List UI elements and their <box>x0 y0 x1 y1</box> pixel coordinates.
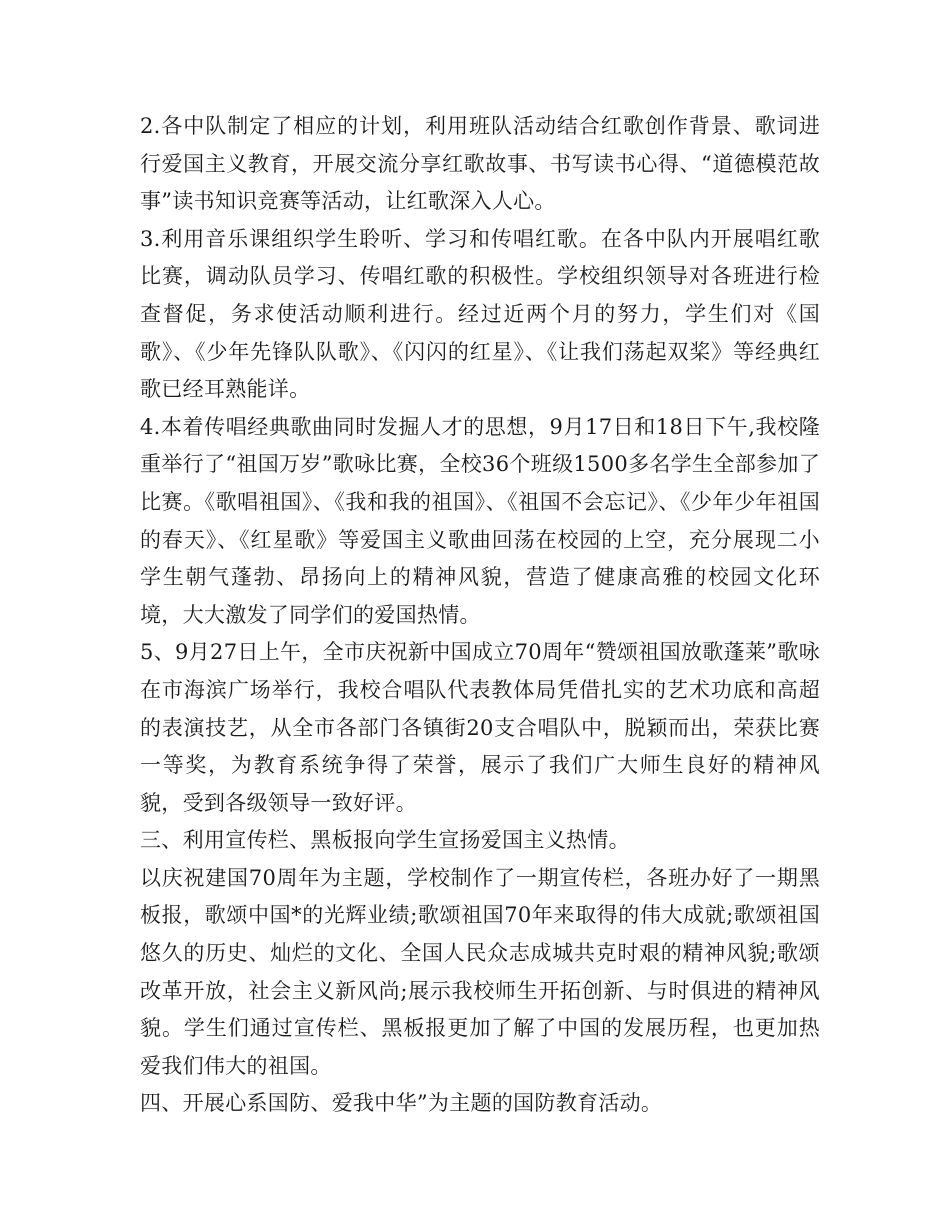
paragraph-item-3-music-class: 3.利用音乐课组织学生聆听、学习和传唱红歌。在各中队内开展唱红歌比赛，调动队员学习、传唱红歌的积极性。学校组织领导对各班进行检查督促，务求使活动顺利进行。经过近两个月的努力，学生们对《国歌》、《少年先锋队队歌》、《闪闪的红星》、《让我们荡起双桨》等经典红歌已经耳熟能详。 <box>140 226 820 402</box>
section-heading-three: 三、利用宣传栏、黑板报向学生宣扬爱国主义热情。 <box>140 828 630 853</box>
paragraph-item-2-planning: 2.各中队制定了相应的计划，利用班队活动结合红歌创作背景、歌词进行爱国主义教育，开展交流分享红歌故事、书写读书心得、“道德模范故事”读书知识竞赛等活动，让红歌深入人心。 <box>140 114 820 214</box>
paragraph-bulletin-boards: 以庆祝建国70周年为主题，学校制作了一期宣传栏，各班办好了一期黑板报，歌颂中国*的光辉业绩;歌颂祖国70年来取得的伟大成就;歌颂祖国悠久的历史、灿烂的文化、全国人民众志成城共克时艰的精神风貌;歌颂改革开放，社会主义新风尚;展示我校师生开拓创新、与时俱进的精神风貌。学生们通过宣传栏、黑板报更加了解了中国的发展历程，也更加热爱我们伟大的祖国。 <box>140 865 820 1078</box>
paragraph-item-4-singing-contest: 4.本着传唱经典歌曲同时发掘人才的思想，9月17日和18日下午,我校隆重举行了“祖国万岁”歌咏比赛，全校36个班级1500多名学生全部参加了比赛。《歌唱祖国》、《我和我的祖国》、《祖国不会忘记》、《少年少年祖国的春天》、《红星歌》等爱国主义歌曲回荡在校园的上空，充分展现二小学生朝气蓬勃、昂扬向上的精神风貌，营造了健康高雅的校园文化环境，大大激发了同学们的爱国热情。 <box>140 414 820 627</box>
document-body <box>140 108 820 1123</box>
section-heading-four: 四、开展心系国防、爱我中华”为主题的国防教育活动。 <box>140 1091 663 1116</box>
paragraph-item-5-city-chorus: 5、9月27日上午，全市庆祝新中国成立70周年“赞颂祖国放歌蓬莱”歌咏在市海滨广场举行，我校合唱队代表教体局凭借扎实的艺术功底和高超的表演技艺，从全市各部门各镇街20支合唱队中，脱颖而出，荣获比赛一等奖，为教育系统争得了荣誉，展示了我们广大师生良好的精神风貌，受到各级领导一致好评。 <box>140 640 820 815</box>
